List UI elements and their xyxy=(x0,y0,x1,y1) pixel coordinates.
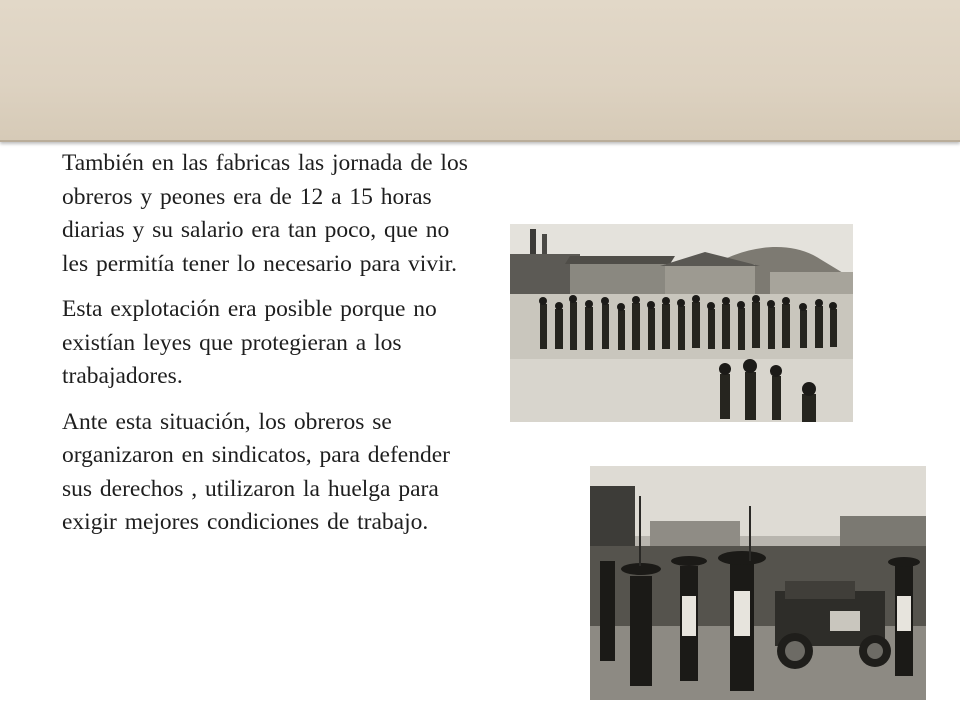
factory-workers-photo xyxy=(510,224,853,422)
revolution-car-crowd-photo-icon xyxy=(590,466,926,700)
body-text xyxy=(62,147,472,552)
paragraph-unions: Ante esta situación, los obreros se organizaron en sindicatos, para defender sus derechos , utilizaron la huelga para exigir mejores condiciones de trabajo. xyxy=(62,408,450,535)
paragraph-working-hours: También en las fabricas las jornada de los obreros y peones era de 12 a 15 horas diarias y su salario era tan poco, que no les permitía tener lo necesario para vivir. xyxy=(62,150,468,277)
title-band xyxy=(0,0,960,142)
paragraph-exploitation: Esta explotación era posible porque no existían leyes que protegieran a los trabajadores. xyxy=(62,296,437,389)
factory-crowd-photo-icon xyxy=(510,224,853,422)
revolution-crowd-photo xyxy=(590,466,926,700)
